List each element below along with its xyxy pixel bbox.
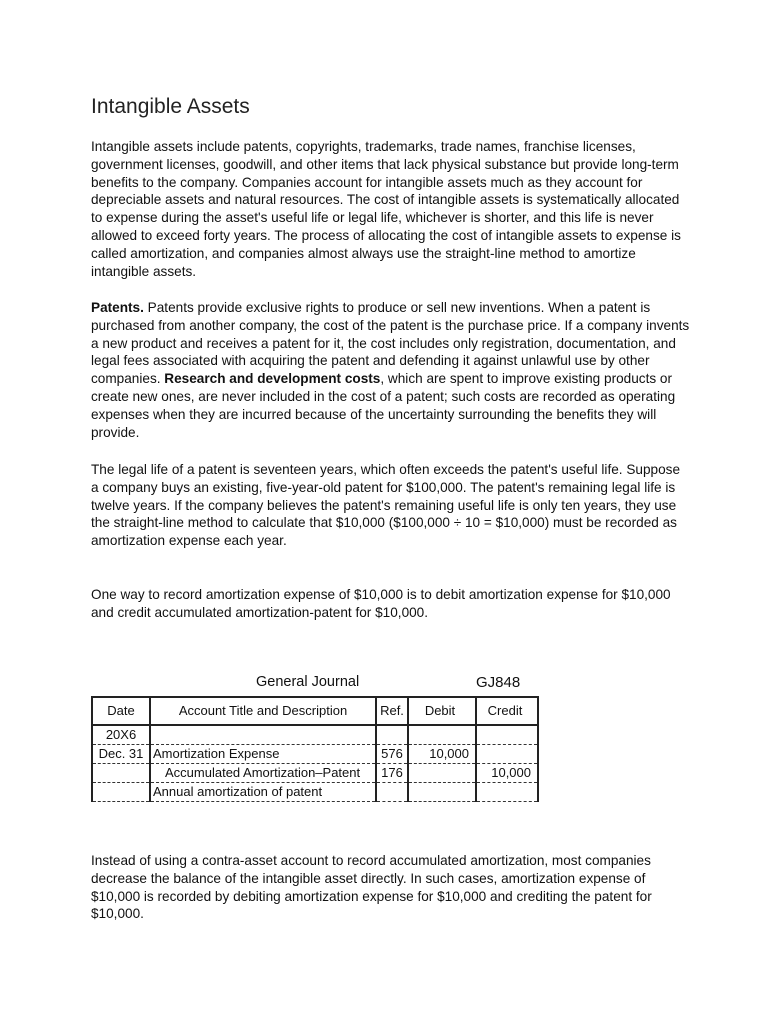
cell-account (150, 725, 376, 745)
research-development-term: Research and development costs (164, 371, 381, 387)
cell-account: Accumulated Amortization–Patent (150, 764, 376, 783)
cell-date (92, 783, 150, 802)
direct-decrease-paragraph: Instead of using a contra-asset account to record accumulated amortization, most companies decrease the balance of the intangible asset directly. In such cases, amortization expense of $10,000 is recorded by debiting amortization expense for $10,000 and crediting the patent for $10,000. (91, 853, 652, 922)
cell-credit (476, 725, 538, 745)
cell-credit: 10,000 (476, 764, 538, 783)
journal-row (92, 745, 538, 764)
cell-debit (408, 764, 476, 783)
patents-text-b: , which are spent to improve existing products or create new ones, are never included in the cost of a patent; such costs are recorded as operating expenses when they are incurred because of the uncertainty surrounding the benefits they will provide. (91, 371, 676, 440)
cell-ref: 176 (376, 764, 408, 783)
cell-debit (408, 783, 476, 802)
journal-row (92, 764, 538, 783)
journal-row (92, 783, 538, 802)
cell-ref: 576 (376, 745, 408, 764)
cell-debit (408, 725, 476, 745)
header-account: Account Title and Description (150, 697, 376, 725)
header-debit: Debit (408, 697, 476, 725)
journal-row (92, 725, 538, 745)
journal-heading (91, 672, 531, 694)
cell-date: Dec. 31 (92, 745, 150, 764)
cell-date (92, 764, 150, 783)
cell-credit (476, 745, 538, 764)
cell-account: Annual amortization of patent (150, 783, 376, 802)
legal-life-paragraph: The legal life of a patent is seventeen years, which often exceeds the patent's useful life. Suppose a company buys an existing, five-year-old patent for $100,000. The patent's remaining legal life is twelve years. If the company believes the patent's remaining useful life is only ten years, they use the straight-line method to calculate that $10,000 ($100,000 ÷ 10 = $10,000) must be recorded as amortization expense each year. (91, 462, 681, 549)
cell-date: 20X6 (92, 725, 150, 745)
journal-number: GJ848 (476, 674, 521, 691)
page-title: Intangible Assets (91, 95, 250, 118)
header-date: Date (92, 697, 150, 725)
cell-account: Amortization Expense (150, 745, 376, 764)
journal-title: General Journal (256, 674, 360, 690)
general-journal-figure (91, 672, 531, 799)
cell-debit: 10,000 (408, 745, 476, 764)
cell-ref (376, 783, 408, 802)
patents-paragraph (91, 299, 691, 441)
cell-credit (476, 783, 538, 802)
journal-header-row (92, 697, 538, 725)
journal-table (91, 696, 539, 802)
intro-paragraph: Intangible assets include patents, copyrights, trademarks, trade names, franchise licenses, government licenses, goodwill, and other items that lack physical substance but provide long-term benefits to the company. Companies account for intangible assets much as they account for depreciable assets and natural resources. The cost of intangible assets is systematically allocated to expense during the asset's useful life or legal life, whichever is shorter, and this life is never allowed to exceed forty years. The process of allocating the cost of intangible assets to expense is called amortization, and companies almost always use the straight-line method to amortize intangible assets. (91, 139, 681, 279)
header-ref: Ref. (376, 697, 408, 725)
patents-text-a: Patents provide exclusive rights to produce or sell new inventions. When a patent is purchased from another company, the cost of the patent is the purchase price. If a company invents a new product and receives a patent for it, the cost includes only registration, documentation, and legal fees associated with acquiring the patent and defending it against unlawful use by other companies. (91, 300, 690, 387)
header-credit: Credit (476, 697, 538, 725)
patents-lead: Patents. (91, 300, 144, 315)
cell-ref (376, 725, 408, 745)
record-amortization-paragraph: One way to record amortization expense of $10,000 is to debit amortization expense for $10,000 and credit accumulated amortization-patent for $10,000. (91, 587, 671, 620)
